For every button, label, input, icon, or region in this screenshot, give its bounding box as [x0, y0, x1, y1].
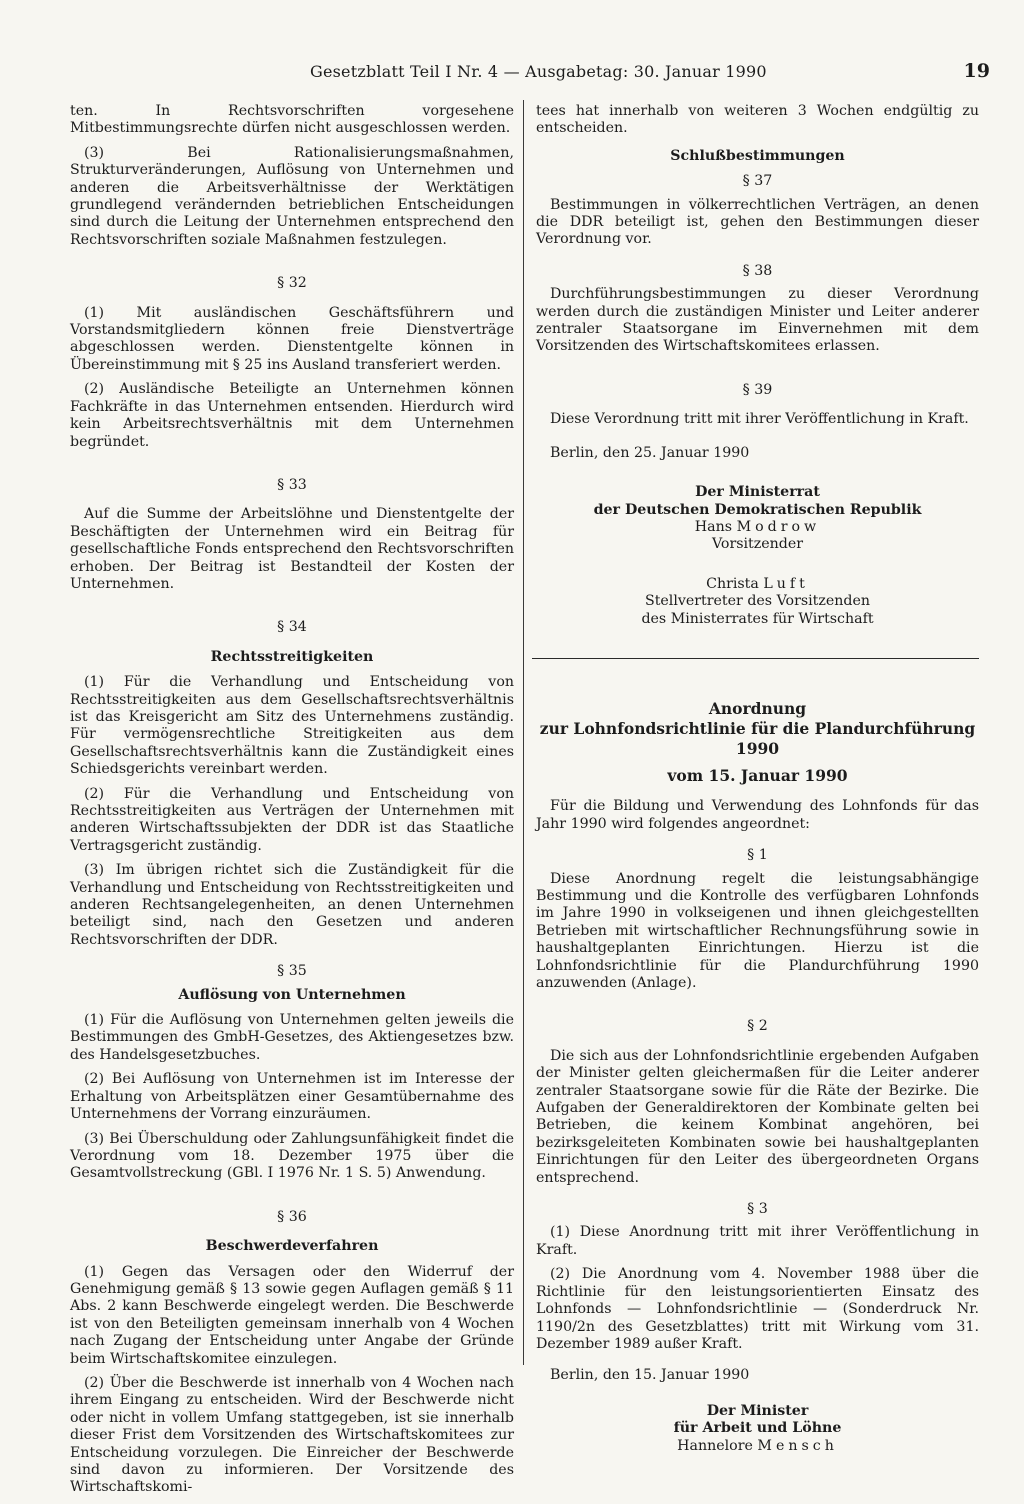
section-number: § 36: [277, 1208, 307, 1225]
paragraph: Die sich aus der Lohnfondsrichtlinie ergebenden Aufgaben der Minister gelten gleichermaßen für die Leiter anderer zentraler Staatsorgane sowie für die Räte der Bezirke. Die Aufgaben der Generaldirektoren der Kombinate gelten bei Betrieben, die keinem Kombinat angehören, bei bezirksgeleiteten Kombinaten sowie bei haushaltgeplanten Einrichtungen für den Leiter des übergeordneten Organs entsprechend.: [536, 1047, 979, 1186]
section-number: § 35: [277, 963, 307, 980]
paragraph: (1) Diese Anordnung tritt mit ihrer Veröffentlichung in Kraft.: [536, 1224, 979, 1258]
paragraph: Auf die Summe der Arbeitslöhne und Dienstentgelte der Beschäftigten der Unternehmen wird ein Beitrag für gesellschaftliche Fonds entsprechend den Rechtsvorschriften erhoben. Der Beitrag ist Bestandteil der Kosten der Unternehmen.: [70, 506, 514, 592]
anordnung-date: vom 15. Januar 1990: [667, 765, 848, 785]
left-column: [70, 103, 514, 1504]
section-heading: Schlußbestimmungen: [670, 147, 845, 164]
signature-org: für Arbeit und Löhne: [673, 1420, 842, 1437]
anordnung-title: Anordnung: [708, 698, 807, 718]
paragraph: (3) Im übrigen richtet sich die Zuständigkeit für die Verhandlung und Entscheidung von Rechtsstreitigkeiten und anderen Rechtsangelegenheiten, an denen Unternehmen beteiligt sind, nach den Gesetzen und anderen Rechtsvorschriften der DDR.: [70, 862, 514, 948]
section-number: § 3: [747, 1201, 768, 1218]
section-number: § 1: [747, 847, 768, 864]
paragraph-continued: ten. In Rechtsvorschriften vorgesehene Mitbestimmungsrechte dürfen nicht ausgeschlossen werden.: [70, 103, 514, 137]
signature-org: Der Minister: [706, 1402, 809, 1419]
section-number: § 33: [277, 476, 307, 493]
signature-role: Vorsitzender: [711, 536, 804, 553]
section-number: § 37: [742, 173, 773, 190]
section-number: § 2: [747, 1018, 768, 1035]
paragraph: (3) Bei Überschuldung oder Zahlungsunfähigkeit findet die Verordnung vom 18. Dezember 1975 über die Gesamtvollstreckung (GBl. I 1976 Nr. 1 S. 5) Anwendung.: [70, 1130, 514, 1182]
paragraph: Diese Verordnung tritt mit ihrer Veröffentlichung in Kraft.: [550, 411, 969, 428]
signature-org: der Deutschen Demokratischen Republik: [593, 501, 922, 518]
signature-last-name: Mensch: [757, 1437, 838, 1454]
paragraph: (2) Bei Auflösung von Unternehmen ist im Interesse der Erhaltung von Arbeitsplätzen einer Gesamtübernahme des Unternehmens der Vorrang einzuräumen.: [70, 1071, 514, 1123]
paragraph: Bestimmungen in völkerrechtlichen Verträgen, an denen die DDR beteiligt ist, gehen den Bestimmungen dieser Verordnung vor.: [536, 196, 979, 248]
paragraph: (1) Mit ausländischen Geschäftsführern und Vorstandsmitgliedern können freie Dienstverträge abgeschlossen werden. Dienstentgelte können in Übereinstimmung mit § 25 ins Ausland transferiert werden.: [70, 304, 514, 373]
place-date: Berlin, den 15. Januar 1990: [550, 1367, 750, 1384]
signature-org: Der Ministerrat: [695, 484, 820, 501]
section-number: § 39: [742, 381, 773, 398]
signature-first-name: Hans: [694, 518, 733, 535]
paragraph: (1) Für die Auflösung von Unternehmen gelten jeweils die Bestimmungen des GmbH-Gesetzes, des Aktiengesetzes bzw. des Handelsgesetzbuches.: [70, 1012, 514, 1063]
gazette-title: Gesetzblatt Teil I Nr. 4 — Ausgabetag: 30. Januar 1990: [310, 62, 767, 81]
paragraph: (2) Für die Verhandlung und Entscheidung von Rechtsstreitigkeiten aus Verträgen der Unternehmen mit anderen Wirtschaftssubjekten der DDR ist das Staatliche Vertragsgericht zuständig.: [70, 785, 514, 854]
section-number: § 38: [742, 262, 773, 279]
signature-first-name: Christa: [706, 575, 759, 592]
signature-last-name: Modrow: [736, 518, 821, 535]
paragraph: (1) Gegen das Versagen oder den Widerruf der Genehmigung gemäß § 13 sowie gegen Auflagen gemäß § 11 Abs. 2 kann Beschwerde eingelegt werden. Die Beschwerde ist von den Beteiligten gemeinsam innerhalb von 4 Wochen nach Zugang der Entscheidung unter Angabe der Gründe beim Wirtschaftskomitee einzulegen.: [70, 1263, 514, 1367]
signature-role: Stellvertreter des Vorsitzenden: [644, 593, 871, 610]
paragraph: (2) Die Anordnung vom 4. November 1988 über die Richtlinie für den leistungsorientierten Einsatz des Lohnfonds — Lohnfondsrichtlinie — (Sonderdruck Nr. 1190/2n des Gesetzblattes) tritt mit Wirkung vom 31. Dezember 1989 außer Kraft.: [536, 1266, 979, 1352]
horizontal-rule: [532, 658, 979, 659]
paragraph-continued: tees hat innerhalb von weiteren 3 Wochen endgültig zu entscheiden.: [536, 103, 979, 137]
page-header: [60, 62, 990, 86]
paragraph: (2) Über die Beschwerde ist innerhalb von 4 Wochen nach ihrem Eingang zu entscheiden. Wird der Beschwerde nicht oder nicht in vollem Umfang stattgegeben, ist sie innerhalb dieser Frist dem Vorsitzenden des Wirtschaftskomitees zur Entscheidung vorzulegen. Die Einreicher der Beschwerde sind davon zu informieren. Der Vorsitzende des Wirtschaftskomi-: [70, 1374, 514, 1496]
section-heading: Auflösung von Unternehmen: [178, 986, 406, 1003]
page-number: 19: [963, 60, 990, 82]
paragraph: Durchführungsbestimmungen zu dieser Verordnung werden durch die zuständigen Minister und Leiter anderer zentraler Staatsorgane im Einvernehmen mit dem Vorsitzenden des Wirtschaftskomitees erlassen.: [536, 286, 979, 355]
signature-name: [536, 576, 979, 593]
paragraph: Für die Bildung und Verwendung des Lohnfonds für das Jahr 1990 wird folgendes angeordnet:: [536, 798, 979, 832]
section-heading: Rechtsstreitigkeiten: [210, 648, 374, 665]
paragraph: (2) Ausländische Beteiligte an Unternehmen können Fachkräfte in das Unternehmen entsenden. Hierdurch wird kein Arbeitsrechtsverhältnis mit dem Unternehmen begründet.: [70, 381, 514, 450]
anordnung-subtitle: zur Lohnfondsrichtlinie für die Plandurchführung 1990: [539, 718, 976, 758]
signature-last-name: Luft: [763, 575, 809, 592]
section-heading: Beschwerdeverfahren: [205, 1238, 379, 1255]
paragraph: Diese Anordnung regelt die leistungsabhängige Bestimmung und die Kontrolle des verfügbaren Lohnfonds im Jahre 1990 in volkseigenen und ihnen gleichgestellten Betrieben mit wirtschaftlicher Rechnungsführung sowie in haushaltgeplanten Einrichtungen. Hierzu ist die Lohnfondsrichtlinie für die Plandurchführung 1990 anzuwenden (Anlage).: [536, 870, 979, 991]
place-date: Berlin, den 25. Januar 1990: [550, 444, 750, 461]
signature-name: [536, 519, 979, 536]
paragraph: (1) Für die Verhandlung und Entscheidung von Rechtsstreitigkeiten aus dem Gesellschaftsrechtsverhältnis ist das Kreisgericht am Sitz des Unternehmens zuständig. Für vermögensrechtliche Streitigkeiten aus dem Gesellschaftsrechtsverhältnis kann die Zuständigkeit eines Schiedsgerichts vereinbart werden.: [70, 674, 514, 778]
section-number: § 32: [277, 275, 307, 292]
paragraph: (3) Bei Rationalisierungsmaßnahmen, Strukturveränderungen, Auflösung von Unternehmen und anderen die Arbeitsverhältnisse der Werktätigen grundlegend verändernden betrieblichen Entscheidungen sind durch die Leitung der Unternehmen entsprechend den Rechtsvorschriften soziale Maßnahmen festzulegen.: [70, 144, 514, 248]
signature-first-name: Hannelore: [677, 1437, 753, 1454]
section-number: § 34: [277, 619, 307, 636]
column-divider: [523, 100, 524, 1365]
signature-name: [536, 1438, 979, 1455]
right-column: [536, 103, 979, 1455]
signature-role: des Ministerrates für Wirtschaft: [641, 610, 874, 627]
